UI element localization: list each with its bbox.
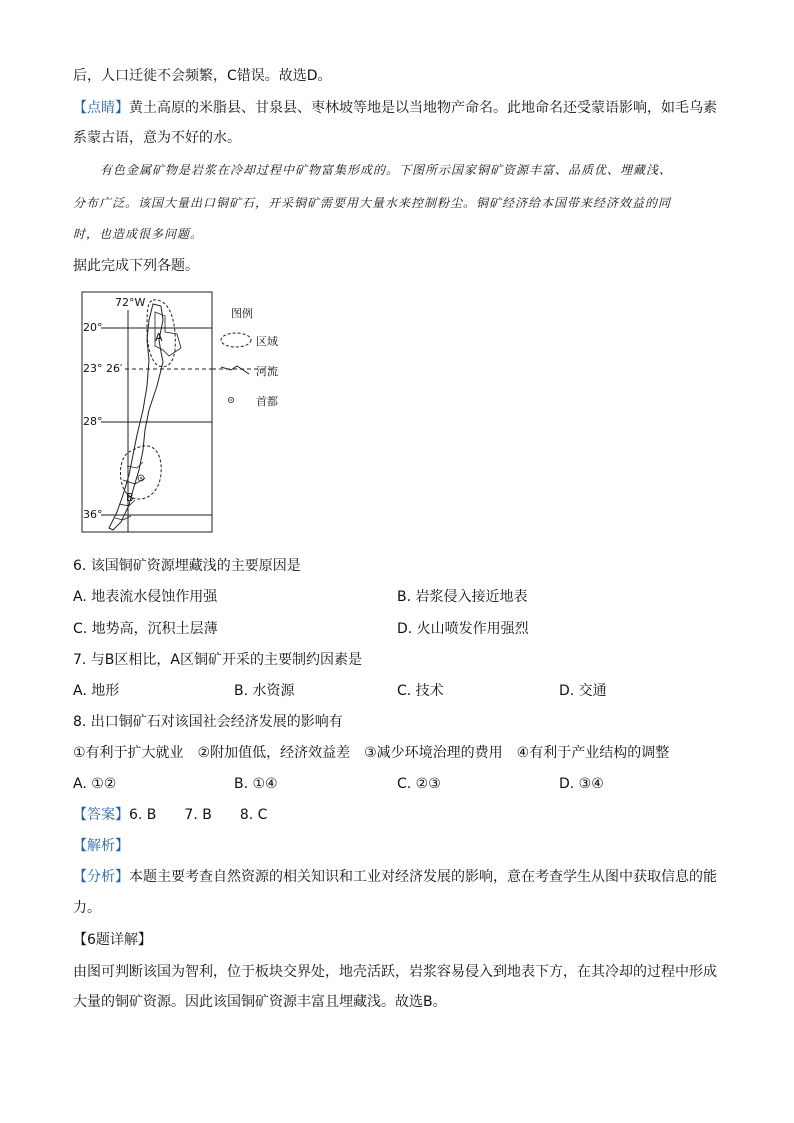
capital-dot [140, 477, 142, 479]
legend-region-symbol [221, 333, 251, 347]
fenxi-line-2: 力。 [73, 900, 101, 916]
fenxi-tag: 【分析】 [73, 869, 129, 885]
dianjing-line-1 [73, 98, 717, 118]
answer-line [73, 805, 267, 825]
q6-option-c[interactable]: C. 地势高，沉积土层薄 [73, 621, 218, 637]
legend-region-label: 区域 [256, 335, 278, 348]
q7-option-c[interactable]: C. 技术 [397, 683, 444, 699]
region-label-a: A [155, 331, 163, 344]
passage-line-3: 时，也造成很多问题。 [73, 227, 204, 241]
fenxi-line-1 [73, 867, 717, 887]
q7-option-d[interactable]: D. 交通 [559, 683, 607, 699]
q7-option-a[interactable]: A. 地形 [73, 683, 120, 699]
legend-capital-label: 首都 [256, 395, 278, 408]
text-line: 后，人口迁徙不会频繁，C错误。故选D。 [73, 68, 332, 84]
dianjing-text: 黄土高原的米脂县、甘泉县、枣林坡等地是以当地物产命名。此地命名还受蒙语影响，如毛乌素 [129, 100, 717, 116]
answer-text: 6. B 7. B 8. C [129, 807, 268, 823]
q8-option-c[interactable]: C. ②③ [397, 776, 441, 792]
detail6-line-1: 由图可判断该国为智利，位于板块交界处，地壳活跃，岩浆容易侵入到地表下方，在其冷却的过程中形成 [73, 964, 717, 980]
chile-copper-map [73, 290, 278, 535]
lat-label-28: 28° [83, 415, 103, 428]
detail6-line-2: 大量的铜矿资源。因此该国铜矿资源丰富且埋藏浅。故选B。 [73, 994, 447, 1010]
jiexi-tag: 【解析】 [73, 838, 129, 854]
legend-title: 图例 [231, 307, 253, 320]
q7-option-b[interactable]: B. 水资源 [234, 683, 295, 699]
instruction: 据此完成下列各题。 [73, 258, 199, 274]
q8-option-b[interactable]: B. ①④ [234, 776, 278, 792]
dianjing-tag: 【点睛】 [73, 100, 129, 116]
region-label-b: B [126, 491, 134, 504]
q8-option-a[interactable]: A. ①② [73, 776, 117, 792]
question-8-statements: ①有利于扩大就业 ②附加值低，经济效益差 ③减少环境治理的费用 ④有利于产业结构的调整 [73, 745, 670, 761]
q6-option-a[interactable]: A. 地表流水侵蚀作用强 [73, 589, 218, 605]
q6-option-d[interactable]: D. 火山喷发作用强烈 [397, 621, 529, 637]
dianjing-line-2: 系蒙古语，意为不好的水。 [73, 130, 241, 146]
legend-river-label: 河流 [256, 365, 278, 378]
lat-label-tropic: 23° 26′ [83, 362, 123, 375]
answer-tag: 【答案】 [73, 807, 129, 823]
question-8-stem: 8. 出口铜矿石对该国社会经济发展的影响有 [73, 714, 343, 730]
lat-label-20: 20° [83, 321, 103, 334]
q6-option-b[interactable]: B. 岩浆侵入接近地表 [397, 589, 528, 605]
detail6-tag: 【6题详解】 [73, 932, 152, 948]
fenxi-text: 本题主要考查自然资源的相关知识和工业对经济发展的影响，意在考查学生从图中获取信息的能 [129, 869, 717, 885]
lat-label-36: 36° [83, 508, 103, 521]
q8-option-d[interactable]: D. ③④ [559, 776, 604, 792]
question-7-stem: 7. 与B区相比，A区铜矿开采的主要制约因素是 [73, 652, 362, 668]
question-6-stem: 6. 该国铜矿资源埋藏浅的主要原因是 [73, 558, 301, 574]
legend-river-symbol [221, 366, 249, 374]
passage-line-1: 有色金属矿物是岩浆在冷却过程中矿物富集形成的。下图所示国家铜矿资源丰富、品质优、埋藏浅、 [100, 163, 673, 177]
lon-label: 72°W [115, 296, 146, 309]
passage-line-2: 分布广泛。该国大量出口铜矿石，开采铜矿需要用大量水来控制粉尘。铜矿经济给本国带来经济效益的同 [73, 196, 672, 210]
